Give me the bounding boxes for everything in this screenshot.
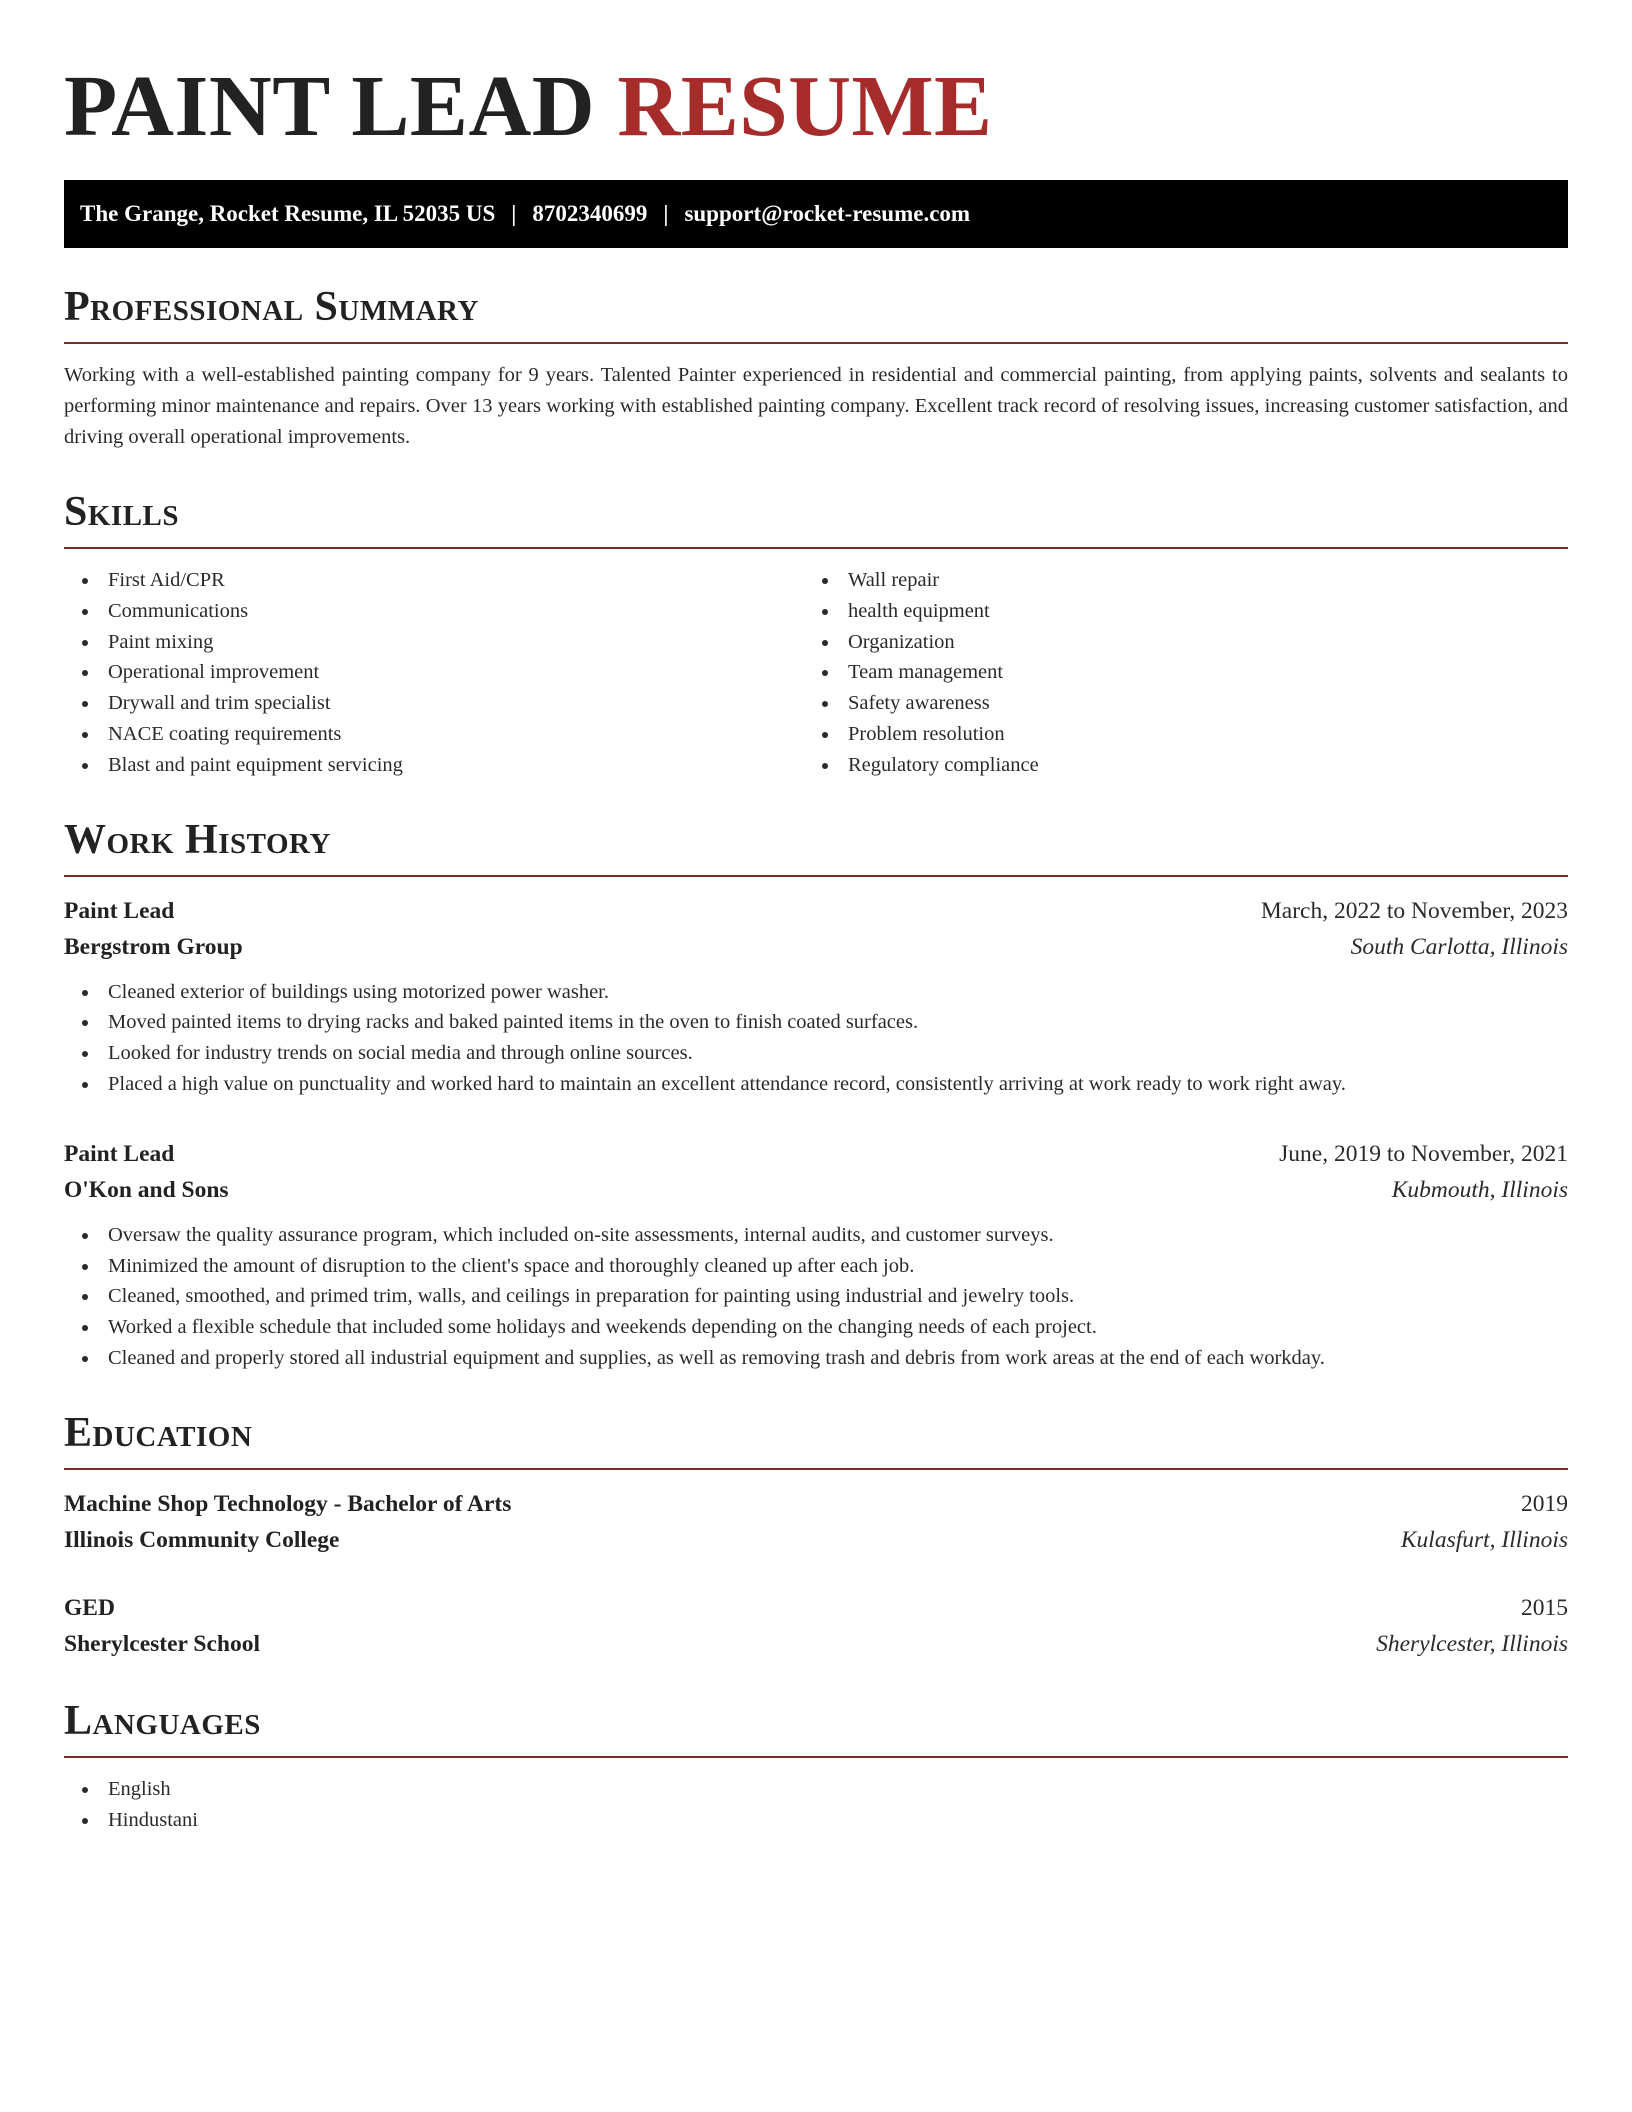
list-item: Placed a high value on punctuality and worked hard to maintain an excellent attendance record, consistently arriving at work ready to work right away.	[64, 1069, 1568, 1100]
list-item: Regulatory compliance	[804, 750, 1544, 781]
contact-address: The Grange, Rocket Resume, IL 52035 US	[80, 201, 496, 226]
job-title: Paint Lead	[64, 1140, 175, 1167]
job-entry	[64, 1136, 1568, 1374]
education-school: Sherylcester School	[64, 1630, 261, 1657]
work-history-section	[64, 816, 1568, 1374]
education-section	[64, 1409, 1568, 1662]
education-degree: Machine Shop Technology - Bachelor of Arts	[64, 1490, 512, 1517]
skills-section	[64, 491, 1568, 781]
list-item: Hindustani	[64, 1805, 1568, 1836]
list-item: Problem resolution	[804, 719, 1544, 750]
list-item: First Aid/CPR	[64, 565, 804, 596]
job-company: Bergstrom Group	[64, 933, 243, 960]
list-item: health equipment	[804, 596, 1544, 627]
job-dates: June, 2019 to November, 2021	[1279, 1140, 1568, 1167]
list-item: Operational improvement	[64, 657, 804, 688]
list-item: Organization	[804, 627, 1544, 658]
job-entry	[64, 893, 1568, 1100]
job-title: Paint Lead	[64, 897, 175, 924]
list-item: Worked a flexible schedule that included some holidays and weekends depending on the changing needs of each project.	[64, 1312, 1568, 1343]
list-item: Wall repair	[804, 565, 1544, 596]
education-location: Kulasfurt, Illinois	[1400, 1526, 1568, 1553]
title-accent: RESUME	[617, 57, 993, 154]
contact-separator: |	[663, 201, 669, 226]
list-item: Drywall and trim specialist	[64, 688, 804, 719]
education-year: 2015	[1521, 1594, 1568, 1621]
contact-phone: 8702340699	[532, 201, 648, 226]
languages-section	[64, 1697, 1568, 1836]
skills-columns	[64, 565, 1568, 781]
job-company: O'Kon and Sons	[64, 1176, 229, 1203]
section-heading: Languages	[64, 1700, 1568, 1758]
skills-list-left	[64, 565, 804, 781]
summary-text: Working with a well-established painting company for 9 years. Talented Painter experienced in residential and commercial painting, from applying paints, solvents and sealants to performing minor maintenance and repairs. Over 13 years working with established painting company. Excellent track record of resolving issues, increasing customer satisfaction, and driving overall operational improvements.	[64, 364, 1568, 448]
list-item: Team management	[804, 657, 1544, 688]
education-degree: GED	[64, 1594, 115, 1621]
education-entry	[64, 1486, 1568, 1558]
list-item: Cleaned and properly stored all industrial equipment and supplies, as well as removing trash and debris from work areas at the end of each workday.	[64, 1343, 1568, 1374]
list-item: Communications	[64, 596, 804, 627]
job-dates: March, 2022 to November, 2023	[1260, 897, 1568, 924]
resume-title	[64, 57, 1568, 154]
summary-section	[64, 286, 1568, 453]
list-item: Looked for industry trends on social media and through online sources.	[64, 1038, 1568, 1069]
education-location: Sherylcester, Illinois	[1376, 1630, 1568, 1657]
education-school: Illinois Community College	[64, 1526, 340, 1553]
section-heading: Work History	[64, 819, 1568, 877]
list-item: Minimized the amount of disruption to the client's space and thoroughly cleaned up after each job.	[64, 1251, 1568, 1282]
contact-bar	[64, 180, 1568, 248]
job-bullets	[64, 977, 1568, 1100]
job-location: South Carlotta, Illinois	[1350, 933, 1568, 960]
education-year: 2019	[1521, 1490, 1568, 1517]
list-item: Cleaned exterior of buildings using motorized power washer.	[64, 977, 1568, 1008]
languages-list	[64, 1774, 1568, 1836]
education-entry	[64, 1590, 1568, 1662]
list-item: Safety awareness	[804, 688, 1544, 719]
job-bullets	[64, 1220, 1568, 1374]
title-main: PAINT LEAD	[64, 57, 596, 154]
list-item: NACE coating requirements	[64, 719, 804, 750]
list-item: Cleaned, smoothed, and primed trim, walls, and ceilings in preparation for painting using industrial and jewelry tools.	[64, 1281, 1568, 1312]
job-location: Kubmouth, Illinois	[1391, 1176, 1568, 1203]
list-item: Blast and paint equipment servicing	[64, 750, 804, 781]
list-item: Moved painted items to drying racks and baked painted items in the oven to finish coated surfaces.	[64, 1007, 1568, 1038]
section-heading: Professional Summary	[64, 286, 1568, 344]
section-heading: Education	[64, 1412, 1568, 1470]
section-heading: Skills	[64, 491, 1568, 549]
list-item: English	[64, 1774, 1568, 1805]
list-item: Paint mixing	[64, 627, 804, 658]
list-item: Oversaw the quality assurance program, which included on-site assessments, internal audits, and customer surveys.	[64, 1220, 1568, 1251]
skills-list-right	[804, 565, 1544, 781]
contact-separator: |	[511, 201, 517, 226]
contact-email: support@rocket-resume.com	[684, 201, 971, 226]
